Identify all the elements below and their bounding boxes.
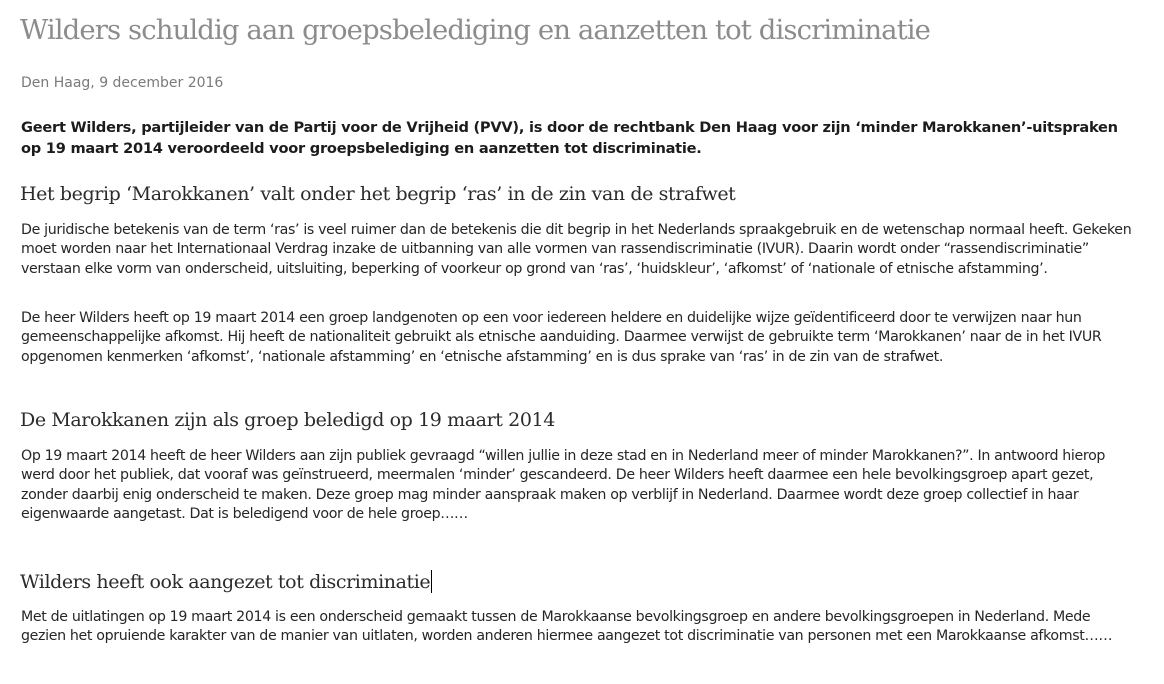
section-3-heading [20,570,432,593]
section-1-paragraph-1: De juridische betekenis van de term ‘ras’ is veel ruimer dan de betekenis die dit begrip in het Nederlands spraakgebruik en de wetenschap normaal heeft. Gekeken moet worden naar het Internationaal Verdrag inzake de uitbanning van alle vormen van rassendiscriminatie (IVUR). Daarin wordt onder “rassendiscriminatie” verstaan elke vorm van onderscheid, uitsluiting, beperking of voorkeur op grond van ‘ras’, ‘huidskleur’, ‘afkomst’ of ‘nationale of etnische afstamming’. [21,222,1132,277]
section-1-paragraph-2: De heer Wilders heeft op 19 maart 2014 een groep landgenoten op een voor iedereen heldere en duidelijke wijze geïdentificeerd door te verwijzen naar hun gemeenschappelijke afkomst. Hij heeft de nationaliteit gebruikt als etnische aanduiding. Daarmee verwijst de gebruikte term ‘Marokkanen’ naar de in het IVUR opgenomen kenmerken ‘afkomst’, ‘nationale afstamming’ en ‘etnische afstamming’ en is dus sprake van ‘ras’ in de zin van de strafwet. [21,310,1102,365]
document-title: Wilders schuldig aan groepsbelediging en aanzetten tot discriminatie [20,14,931,46]
section-3-paragraph-1: Met de uitlatingen op 19 maart 2014 is een onderscheid gemaakt tussen de Marokkaanse bevolkingsgroep en andere bevolkingsgroepen in Nederland. Mede gezien het opruiende karakter van de manier van uitlaten, worden anderen hiermee aangezet tot discriminatie van personen met een Marokkaanse afkomst…… [21,609,1113,645]
section-1-heading: Het begrip ‘Marokkanen’ valt onder het begrip ‘ras’ in de zin van de strafwet [20,183,736,205]
text-cursor [431,570,432,593]
lead-paragraph: Geert Wilders, partijleider van de Partij voor de Vrijheid (PVV), is door de rechtbank Den Haag voor zijn ‘minder Marokkanen’-uitspraken op 19 maart 2014 veroordeeld voor groepsbelediging en aanzetten tot discriminatie. [21,119,1118,157]
section-3-heading-text: Wilders heeft ook aangezet tot discriminatie [20,571,431,593]
dateline: Den Haag, 9 december 2016 [21,75,224,91]
section-2-heading: De Marokkanen zijn als groep beledigd op 19 maart 2014 [20,409,555,431]
section-2-paragraph-1: Op 19 maart 2014 heeft de heer Wilders aan zijn publiek gevraagd “willen jullie in deze stad en in Nederland meer of minder Marokkanen?”. In antwoord hierop werd door het publiek, dat vooraf was geïnstrueerd, meermalen ‘minder’ gescandeerd. De heer Wilders heeft daarmee een hele bevolkingsgroep apart gezet, zonder daarbij enig onderscheid te maken. Deze groep mag minder aanspraak maken op verblijf in Nederland. Daarmee wordt deze groep collectief in haar eigenwaarde aangetast. Dat is beledigend voor de hele groep…… [21,448,1106,523]
